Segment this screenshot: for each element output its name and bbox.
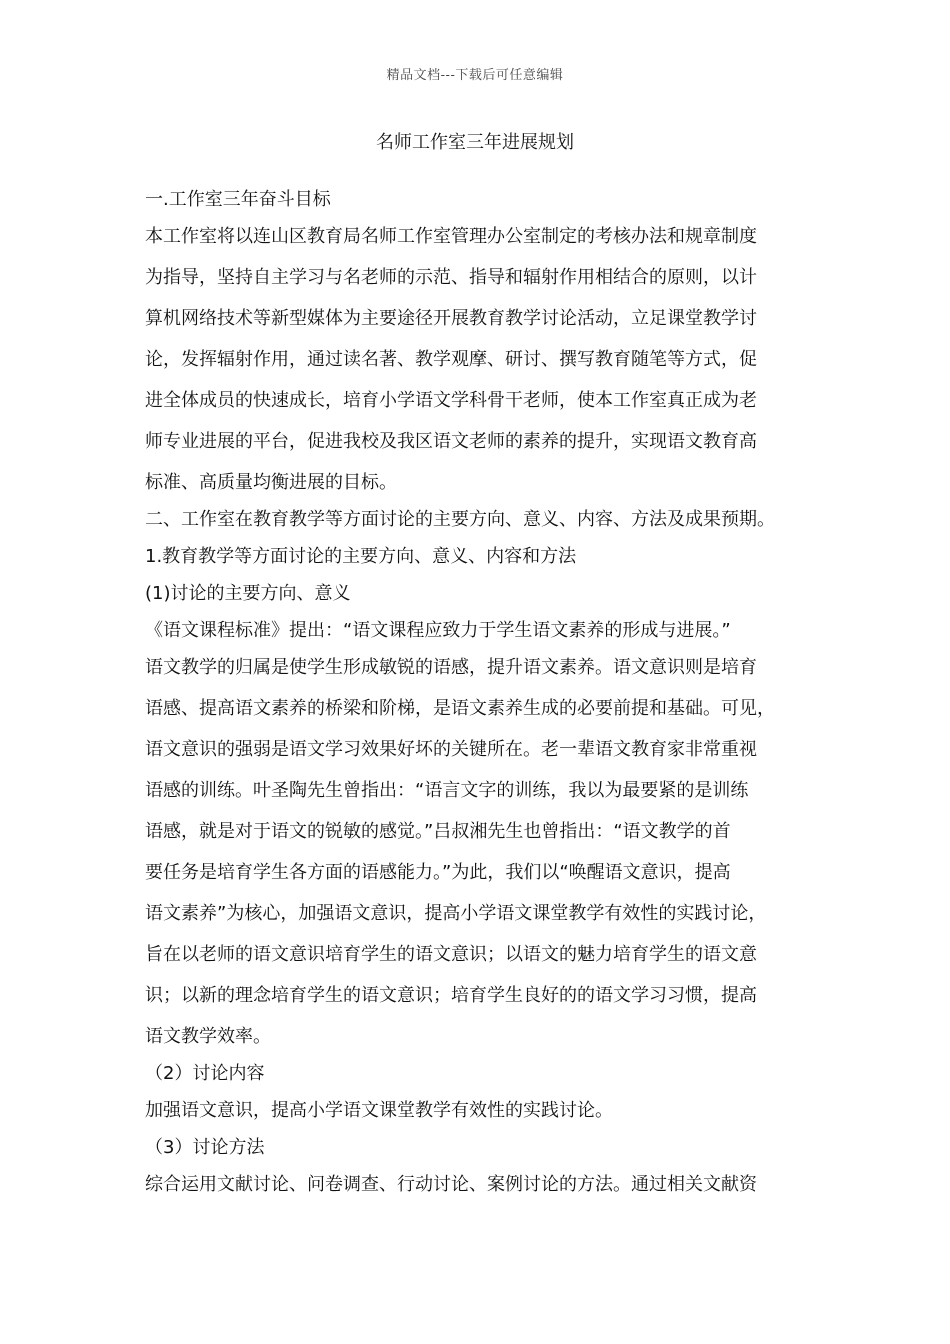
document-body — [145, 186, 810, 1199]
paragraph-line: 旨在以老师的语文意识培育学生的语文意识；以语文的魅力培育学生的语文意 — [145, 944, 757, 965]
subsection-heading: 1.教育教学等方面讨论的主要方向、意义、内容和方法 — [145, 546, 577, 567]
paragraph-line: 语感的训练。叶圣陶先生曾指出：“语言文字的训练，我以为最要紧的是训练 — [145, 780, 749, 801]
section-heading-directions: 二、工作室在教育教学等方面讨论的主要方向、意义、内容、方法及成果预期。 — [145, 509, 775, 530]
paragraph-line: 识；以新的理念培育学生的语文意识；培育学生良好的的语文学习习惯，提高 — [145, 985, 757, 1006]
section-heading-goals: 一.工作室三年奋斗目标 — [145, 189, 331, 210]
paragraph-line: 本工作室将以连山区教育局名师工作室管理办公室制定的考核办法和规章制度 — [145, 226, 757, 247]
paragraph-line: 为指导，坚持自主学习与名老师的示范、指导和辐射作用相结合的原则，以计 — [145, 267, 757, 288]
subsection-heading: (1)讨论的主要方向、意义 — [145, 583, 351, 604]
paragraph-line: 语文意识的强弱是语文学习效果好坏的关键所在。老一辈语文教育家非常重视 — [145, 739, 757, 760]
paragraph-line: 语文教学的归属是使学生形成敏锐的语感，提升语文素养。语文意识则是培育 — [145, 657, 757, 678]
paragraph-line: 语文素养”为核心，加强语文意识，提高小学语文课堂教学有效性的实践讨论， — [145, 903, 767, 924]
document-watermark: 精品文档---下载后可任意编辑 — [386, 68, 564, 83]
paragraph-line: 标准、高质量均衡进展的目标。 — [145, 472, 397, 493]
document-title: 名师工作室三年进展规划 — [376, 132, 574, 153]
paragraph-line: 要任务是培育学生各方面的语感能力。”为此，我们以“唤醒语文意识，提高 — [145, 862, 731, 883]
paragraph-line: 算机网络技术等新型媒体为主要途径开展教育教学讨论活动，立足课堂教学讨 — [145, 308, 757, 329]
paragraph-line: 加强语文意识，提高小学语文课堂教学有效性的实践讨论。 — [145, 1100, 613, 1121]
subsection-heading: （3）讨论方法 — [145, 1137, 265, 1158]
paragraph-line: 语感、提高语文素养的桥梁和阶梯，是语文素养生成的必要前提和基础。可见， — [145, 698, 775, 719]
paragraph-line: 《语文课程标准》提出：“语文课程应致力于学生语文素养的形成与进展。” — [145, 620, 731, 641]
paragraph-line: 师专业进展的平台，促进我校及我区语文老师的素养的提升，实现语文教育高 — [145, 431, 757, 452]
paragraph-line: 语文教学效率。 — [145, 1026, 271, 1047]
paragraph-line: 进全体成员的快速成长，培育小学语文学科骨干老师，使本工作室真正成为老 — [145, 390, 757, 411]
paragraph-line: 综合运用文献讨论、问卷调查、行动讨论、案例讨论的方法。通过相关文献资 — [145, 1174, 757, 1195]
subsection-heading: （2）讨论内容 — [145, 1063, 265, 1084]
paragraph-line: 论，发挥辐射作用，通过读名著、教学观摩、研讨、撰写教育随笔等方式，促 — [145, 349, 757, 370]
paragraph-line: 语感，就是对于语文的锐敏的感觉。”吕叔湘先生也曾指出：“语文教学的首 — [145, 821, 731, 842]
